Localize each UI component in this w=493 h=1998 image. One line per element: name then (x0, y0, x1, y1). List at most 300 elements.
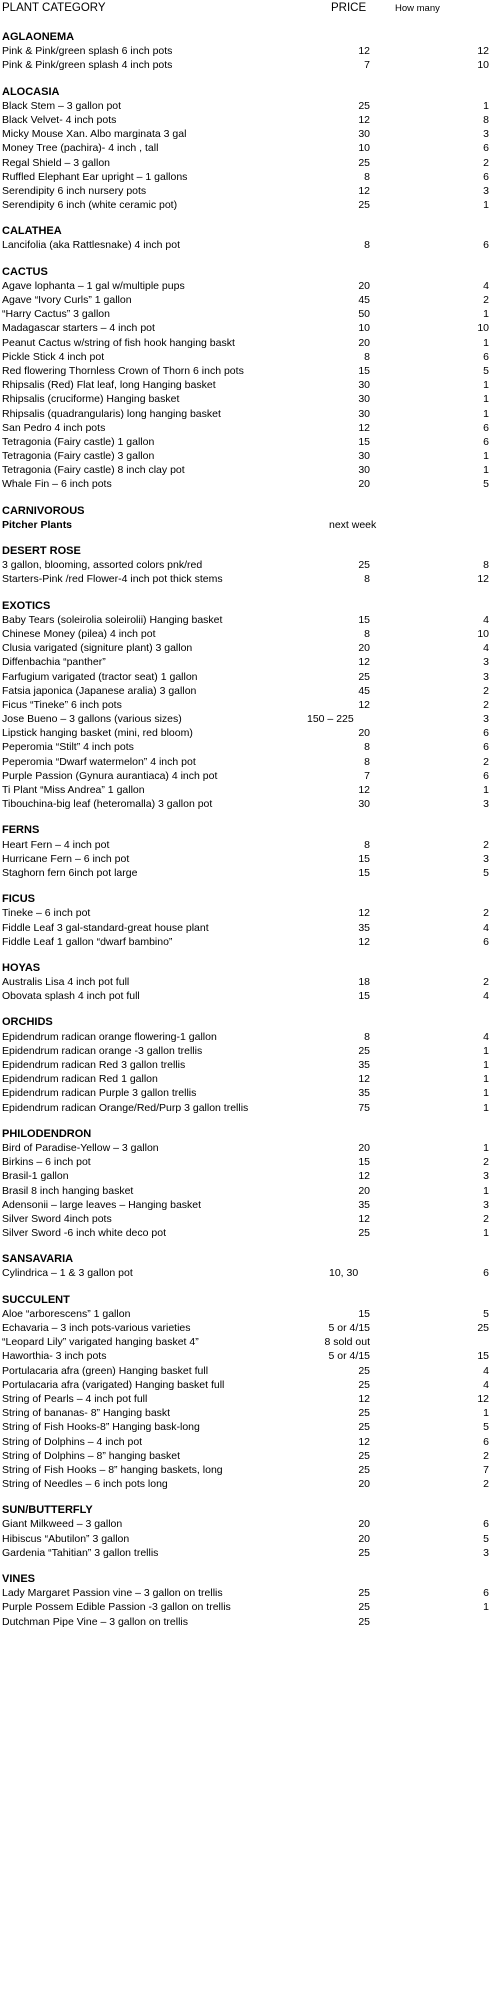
plant-name: Lipstick hanging basket (mini, red bloom) (2, 727, 193, 740)
price-value: 25 (358, 1449, 370, 1462)
section-alocasia (2, 85, 491, 213)
price-value: 25 (358, 1601, 370, 1614)
quantity-value: 6 (483, 170, 489, 183)
section-cactus (2, 265, 491, 492)
quantity-value: 3 (483, 1198, 489, 1211)
quantity-value: 3 (483, 184, 489, 197)
list-item (2, 1349, 491, 1363)
list-item (2, 1420, 491, 1434)
list-item (2, 58, 491, 72)
list-item (2, 989, 491, 1003)
section-ferns (2, 823, 491, 880)
list-item (2, 378, 491, 392)
quantity-value: 6 (483, 741, 489, 754)
list-item (2, 1477, 491, 1491)
plant-name: Tetragonia (Fairy castle) 1 gallon (2, 435, 155, 448)
price-value: 20 (358, 1184, 370, 1197)
price-value: 15 (358, 990, 370, 1003)
list-item (2, 572, 491, 586)
list-item (2, 906, 491, 920)
quantity-value: 6 (483, 239, 489, 252)
quantity-value: 10 (477, 59, 489, 72)
price-value: 30 (358, 407, 370, 420)
plant-name: Purple Passion (Gynura aurantiaca) 4 inch pot (2, 769, 218, 782)
list-item (2, 198, 491, 212)
list-item (2, 1169, 491, 1183)
quantity-value: 6 (483, 350, 489, 363)
price-value: 25 (358, 1044, 370, 1057)
plant-name: Peperomia “Dwarf watermelon” 4 inch pot (2, 755, 196, 768)
section-exotics (2, 599, 491, 812)
section-title: ORCHIDS (2, 1016, 53, 1029)
quantity-value: 10 (477, 627, 489, 640)
quantity-value: 5 (483, 364, 489, 377)
plant-name: “Leopard Lily” varigated hanging basket 4” (2, 1336, 199, 1349)
plant-name: Epidendrum radican Purple 3 gallon trellis (2, 1087, 197, 1100)
quantity-value: 2 (483, 294, 489, 306)
list-item (2, 1226, 491, 1240)
price-value: 25 (358, 559, 370, 572)
plant-name: String of Fish Hooks-8” Hanging bask-long (2, 1421, 200, 1434)
quantity-value: 2 (483, 684, 489, 697)
plant-name: Peanut Cactus w/string of fish hook hanging baskt (2, 336, 235, 349)
plant-name: Brasil 8 inch hanging basket (2, 1184, 134, 1197)
list-item (2, 170, 491, 184)
plant-name: Black Velvet- 4 inch pots (2, 113, 117, 126)
plant-name: Jose Bueno – 3 gallons (various sizes) (2, 713, 182, 726)
list-item (2, 1615, 491, 1629)
list-item (2, 113, 491, 127)
plant-name: Echavaria – 3 inch pots-various varieties (2, 1322, 191, 1334)
quantity-value: 1 (483, 407, 489, 420)
section-hoyas (2, 961, 491, 1004)
quantity-value: 1 (483, 1087, 489, 1100)
plant-name: Tibouchina-big leaf (heteromalla) 3 gallon pot (2, 798, 213, 811)
price-value: 8 (364, 350, 370, 363)
list-item (2, 1435, 491, 1449)
quantity-value: 6 (483, 769, 489, 782)
quantity-value: 1 (483, 1407, 489, 1420)
price-value: 20 (358, 336, 370, 349)
price-value: 35 (358, 1198, 370, 1211)
price-value: 30 (358, 450, 370, 463)
quantity-value: 5 (483, 478, 489, 491)
list-item (2, 1321, 491, 1335)
price-value: 30 (358, 393, 370, 406)
section-title: CALATHEA (2, 225, 62, 238)
plant-name: Fiddle Leaf 1 gallon “dwarf bambino” (2, 935, 173, 948)
list-item (2, 407, 491, 421)
section-title: DESERT ROSE (2, 545, 81, 557)
list-item (2, 279, 491, 293)
price-value: 20 (358, 1478, 370, 1491)
plant-name: Hibiscus “Abutilon” 3 gallon (2, 1532, 130, 1545)
quantity-value: 8 (483, 113, 489, 126)
plant-name: String of Fish Hooks – 8” hanging baskets, long (2, 1463, 223, 1476)
price-value: 30 (358, 128, 370, 141)
list-item (2, 350, 491, 364)
price-value: 25 (358, 670, 370, 683)
plant-name: Tetragonia (Fairy castle) 8 inch clay pot (2, 464, 185, 477)
plant-name: Giant Milkweed – 3 gallon (2, 1518, 123, 1531)
quantity-value: 1 (483, 1073, 489, 1086)
price-value: 12 (358, 656, 370, 669)
plant-name: String of Dolphins – 8” hanging basket (2, 1449, 181, 1462)
section-title: VINES (2, 1573, 36, 1585)
list-item (2, 684, 491, 698)
quantity-value: 2 (483, 755, 489, 768)
quantity-value: 6 (483, 1267, 489, 1280)
price-value: 35 (358, 1087, 370, 1100)
plant-price-list (2, 18, 491, 1629)
section-calathea (2, 224, 491, 252)
quantity-value: 1 (483, 464, 489, 477)
list-item (2, 1449, 491, 1463)
quantity-value: 3 (483, 656, 489, 669)
plant-name: Portulacaria afra (green) Hanging basket full (2, 1364, 209, 1377)
quantity-value: 8 (483, 559, 489, 572)
plant-name: Rhipsalis (cruciforme) Hanging basket (2, 393, 180, 406)
plant-name: Serendipity 6 inch nursery pots (2, 184, 147, 197)
list-item (2, 627, 491, 641)
quantity-value: 1 (483, 308, 489, 321)
plant-name: Aloe “arborescens” 1 gallon (2, 1307, 131, 1320)
list-item (2, 449, 491, 463)
list-item (2, 1378, 491, 1392)
price-value: 8 (364, 838, 370, 851)
plant-name: Chinese Money (pilea) 4 inch pot (2, 627, 156, 640)
quantity-value: 12 (477, 45, 489, 58)
price-value: 25 (358, 1378, 370, 1391)
plant-name: Bird of Paradise-Yellow – 3 gallon (2, 1141, 159, 1154)
section-ficus (2, 892, 491, 949)
plant-name: Money Tree (pachira)- 4 inch , tall (2, 142, 159, 155)
quantity-value: 12 (477, 1392, 489, 1405)
plant-name: Pink & Pink/green splash 4 inch pots (2, 59, 173, 72)
quantity-value: 3 (483, 1170, 489, 1183)
plant-name: Epidendrum radican Orange/Red/Purp 3 gallon trellis (2, 1101, 249, 1114)
quantity-value: 25 (477, 1322, 489, 1334)
list-item (2, 1546, 491, 1560)
plant-name: Silver Sword -6 inch white deco pot (2, 1227, 166, 1240)
quantity-value: 1 (483, 1141, 489, 1154)
list-item (2, 184, 491, 198)
list-item (2, 421, 491, 435)
section-aglaonema (2, 30, 491, 73)
quantity-value: 1 (483, 379, 489, 392)
plant-name: Starters-Pink /red Flower-4 inch pot thick stems (2, 573, 223, 586)
plant-name: Rhipsalis (quadrangularis) long hanging basket (2, 407, 221, 420)
list-item (2, 1072, 491, 1086)
section-orchids (2, 1015, 491, 1114)
plant-name: Regal Shield – 3 gallon (2, 156, 110, 169)
section-title: SUCCULENT (2, 1293, 70, 1306)
price-value: 50 (358, 308, 370, 321)
price-value: 20 (358, 1518, 370, 1531)
quantity-value: 2 (483, 838, 489, 851)
list-item (2, 797, 491, 811)
price-value: 10, 30 (329, 1267, 359, 1280)
list-item (2, 1600, 491, 1614)
plant-name: Ti Plant “Miss Andrea” 1 gallon (2, 784, 145, 796)
price-value: 15 (358, 1307, 370, 1320)
price-value: 12 (358, 184, 370, 197)
plant-name: Birkins – 6 inch pot (2, 1156, 91, 1169)
quantity-value: 4 (483, 1030, 489, 1043)
quantity-value: 5 (483, 1532, 489, 1545)
list-item (2, 740, 491, 754)
quantity-value: 1 (483, 1059, 489, 1071)
plant-name: Haworthia- 3 inch pots (2, 1350, 107, 1363)
plant-name: Ruffled Elephant Ear upright – 1 gallons (2, 170, 188, 183)
price-value: 12 (358, 1170, 370, 1183)
price-value: 15 (358, 435, 370, 448)
list-item (2, 127, 491, 141)
quantity-value: 1 (483, 1044, 489, 1057)
quantity-value: 3 (483, 798, 489, 811)
list-item (2, 336, 491, 350)
quantity-value: 1 (483, 1101, 489, 1114)
quantity-value: 7 (483, 1463, 489, 1476)
quantity-value: 2 (483, 907, 489, 920)
quantity-value: 5 (483, 866, 489, 879)
price-value: 12 (358, 421, 370, 434)
quantity-value: 2 (483, 976, 489, 989)
quantity-value: 10 (477, 322, 489, 335)
section-title: HOYAS (2, 961, 41, 974)
price-value: 8 sold out (324, 1336, 370, 1349)
price-value: 25 (358, 1546, 370, 1559)
plant-name: Whale Fin – 6 inch pots (2, 478, 112, 491)
price-value: 20 (358, 279, 370, 292)
list-item (2, 293, 491, 307)
quantity-value: 6 (483, 1518, 489, 1531)
quantity-value: 1 (483, 1184, 489, 1197)
list-item (2, 1184, 491, 1198)
plant-name: Rhipsalis (Red) Flat leaf, long Hanging basket (2, 379, 216, 392)
list-item (2, 852, 491, 866)
price-value: 7 (364, 59, 370, 72)
plant-name: String of bananas- 8” Hanging baskt (2, 1407, 171, 1420)
price-value: 8 (364, 755, 370, 768)
plant-name: Heart Fern – 4 inch pot (2, 838, 110, 851)
list-item (2, 783, 491, 797)
quantity-value: 1 (483, 99, 489, 112)
price-value: 15 (358, 1156, 370, 1169)
price-value: 25 (358, 1407, 370, 1420)
plant-name: Agave “Ivory Curls” 1 gallon (2, 294, 132, 306)
list-item (2, 435, 491, 449)
quantity-value: 1 (483, 1227, 489, 1240)
price-value: 20 (358, 727, 370, 740)
list-item (2, 141, 491, 155)
price-value: 12 (358, 907, 370, 920)
price-value: 150 – 225 (307, 713, 354, 726)
price-value: 25 (358, 156, 370, 169)
list-item (2, 392, 491, 406)
quantity-value: 6 (483, 435, 489, 448)
list-item (2, 1517, 491, 1531)
price-value: 12 (358, 113, 370, 126)
quantity-value: 15 (477, 1350, 489, 1363)
section-title: CARNIVOROUS (2, 504, 85, 517)
list-item (2, 238, 491, 252)
price-value: 12 (358, 1435, 370, 1448)
price-value: 25 (358, 1227, 370, 1240)
plant-name: String of Dolphins – 4 inch pot (2, 1435, 143, 1448)
price-value: 25 (358, 1421, 370, 1434)
list-item (2, 1101, 491, 1115)
price-value: 30 (358, 379, 370, 392)
price-value: 12 (358, 45, 370, 58)
plant-name: Australis Lisa 4 inch pot full (2, 976, 130, 989)
price-value: 45 (358, 294, 370, 306)
quantity-value: 3 (483, 1546, 489, 1559)
plant-name: Pitcher Plants (2, 518, 73, 531)
price-value: 25 (358, 1463, 370, 1476)
quantity-value: 6 (483, 1587, 489, 1600)
price-value: 12 (358, 1212, 370, 1225)
quantity-value: 2 (483, 1212, 489, 1225)
quantity-value: 6 (483, 421, 489, 434)
price-value: 35 (358, 1059, 370, 1071)
quantity-value: 6 (483, 935, 489, 948)
list-item (2, 755, 491, 769)
plant-name: Farfugium varigated (tractor seat) 1 gallon (2, 670, 198, 683)
price-value: 15 (358, 852, 370, 865)
price-value: 5 or 4/15 (328, 1322, 370, 1334)
plant-name: Fiddle Leaf 3 gal-standard-great house plant (2, 921, 209, 934)
price-value: 75 (358, 1101, 370, 1114)
plant-name: Serendipity 6 inch (white ceramic pot) (2, 199, 178, 212)
list-item (2, 463, 491, 477)
price-value: 25 (358, 199, 370, 212)
list-item (2, 1198, 491, 1212)
list-item (2, 655, 491, 669)
plant-name: Staghorn fern 6inch pot large (2, 866, 138, 879)
plant-name: Peperomia “Stilt” 4 inch pots (2, 741, 134, 754)
quantity-value: 2 (483, 1478, 489, 1491)
header-price: PRICE (331, 2, 367, 14)
list-item (2, 1335, 491, 1349)
plant-name: 3 gallon, blooming, assorted colors pnk/red (2, 559, 203, 572)
quantity-value: 5 (483, 1307, 489, 1320)
list-item (2, 838, 491, 852)
price-value: 20 (358, 1532, 370, 1545)
header-how-many: How many (395, 3, 440, 14)
quantity-value: 3 (483, 670, 489, 683)
list-item (2, 1058, 491, 1072)
quantity-value: 1 (483, 784, 489, 796)
quantity-value: 1 (483, 450, 489, 463)
plant-name: Tineke – 6 inch pot (2, 907, 91, 920)
quantity-value: 6 (483, 727, 489, 740)
plant-name: San Pedro 4 inch pots (2, 421, 106, 434)
quantity-value: 4 (483, 1364, 489, 1377)
price-value: next week (329, 518, 377, 531)
price-value: 25 (358, 1615, 370, 1628)
quantity-value: 3 (483, 128, 489, 141)
price-value: 10 (358, 142, 370, 155)
section-title: PHILODENDRON (2, 1127, 92, 1140)
list-item (2, 712, 491, 726)
quantity-value: 4 (483, 279, 489, 292)
list-item (2, 1155, 491, 1169)
list-item (2, 1463, 491, 1477)
list-item (2, 670, 491, 684)
plant-name: Lancifolia (aka Rattlesnake) 4 inch pot (2, 239, 181, 252)
list-item (2, 1141, 491, 1155)
list-item (2, 726, 491, 740)
plant-name: String of Pearls – 4 inch pot full (2, 1392, 148, 1405)
section-title: AGLAONEMA (2, 31, 75, 43)
list-item (2, 613, 491, 627)
list-item (2, 975, 491, 989)
list-item (2, 1307, 491, 1321)
quantity-value: 2 (483, 156, 489, 169)
plant-name: Epidendrum radican orange -3 gallon trellis (2, 1044, 203, 1057)
price-value: 12 (358, 784, 370, 796)
price-value: 8 (364, 239, 370, 252)
plant-name: Silver Sword 4inch pots (2, 1212, 112, 1225)
price-value: 15 (358, 364, 370, 377)
quantity-value: 3 (483, 713, 489, 726)
plant-name: Pickle Stick 4 inch pot (2, 350, 105, 363)
plant-name: Brasil-1 gallon (2, 1170, 69, 1183)
list-item (2, 641, 491, 655)
section-title: SANSAVARIA (2, 1253, 74, 1266)
section-title: CACTUS (2, 265, 48, 278)
quantity-value: 4 (483, 921, 489, 934)
plant-name: Tetragonia (Fairy castle) 3 gallon (2, 450, 155, 463)
quantity-value: 1 (483, 199, 489, 212)
plant-name: Baby Tears (soleirolia soleirolii) Hanging basket (2, 613, 223, 626)
section-desert-rose (2, 544, 491, 587)
plant-name: Adensonii – large leaves – Hanging basket (2, 1198, 202, 1211)
price-value: 30 (358, 464, 370, 477)
price-value: 10 (358, 322, 370, 335)
plant-name: Obovata splash 4 inch pot full (2, 990, 140, 1003)
price-value: 35 (358, 921, 370, 934)
plant-name: Hurricane Fern – 6 inch pot (2, 852, 130, 865)
list-item (2, 156, 491, 170)
plant-name: Black Stem – 3 gallon pot (2, 99, 122, 112)
quantity-value: 2 (483, 698, 489, 711)
list-item (2, 1212, 491, 1226)
price-value: 25 (358, 99, 370, 112)
price-value: 25 (358, 1364, 370, 1377)
list-item (2, 769, 491, 783)
list-item (2, 518, 491, 532)
plant-name: Ficus “Tineke” 6 inch pots (2, 698, 122, 711)
price-value: 15 (358, 866, 370, 879)
section-title: EXOTICS (2, 599, 51, 612)
section-carnivorous (2, 504, 491, 532)
quantity-value: 12 (477, 573, 489, 586)
list-item (2, 1586, 491, 1600)
quantity-value: 4 (483, 642, 489, 655)
quantity-value: 6 (483, 1435, 489, 1448)
quantity-value: 5 (483, 1421, 489, 1434)
section-succulent (2, 1293, 491, 1492)
list-item (2, 1532, 491, 1546)
price-value: 20 (358, 478, 370, 491)
price-value: 8 (364, 1030, 370, 1043)
price-value: 12 (358, 698, 370, 711)
section-title: ALOCASIA (2, 85, 60, 98)
section-sun-butterfly (2, 1503, 491, 1560)
list-item (2, 698, 491, 712)
